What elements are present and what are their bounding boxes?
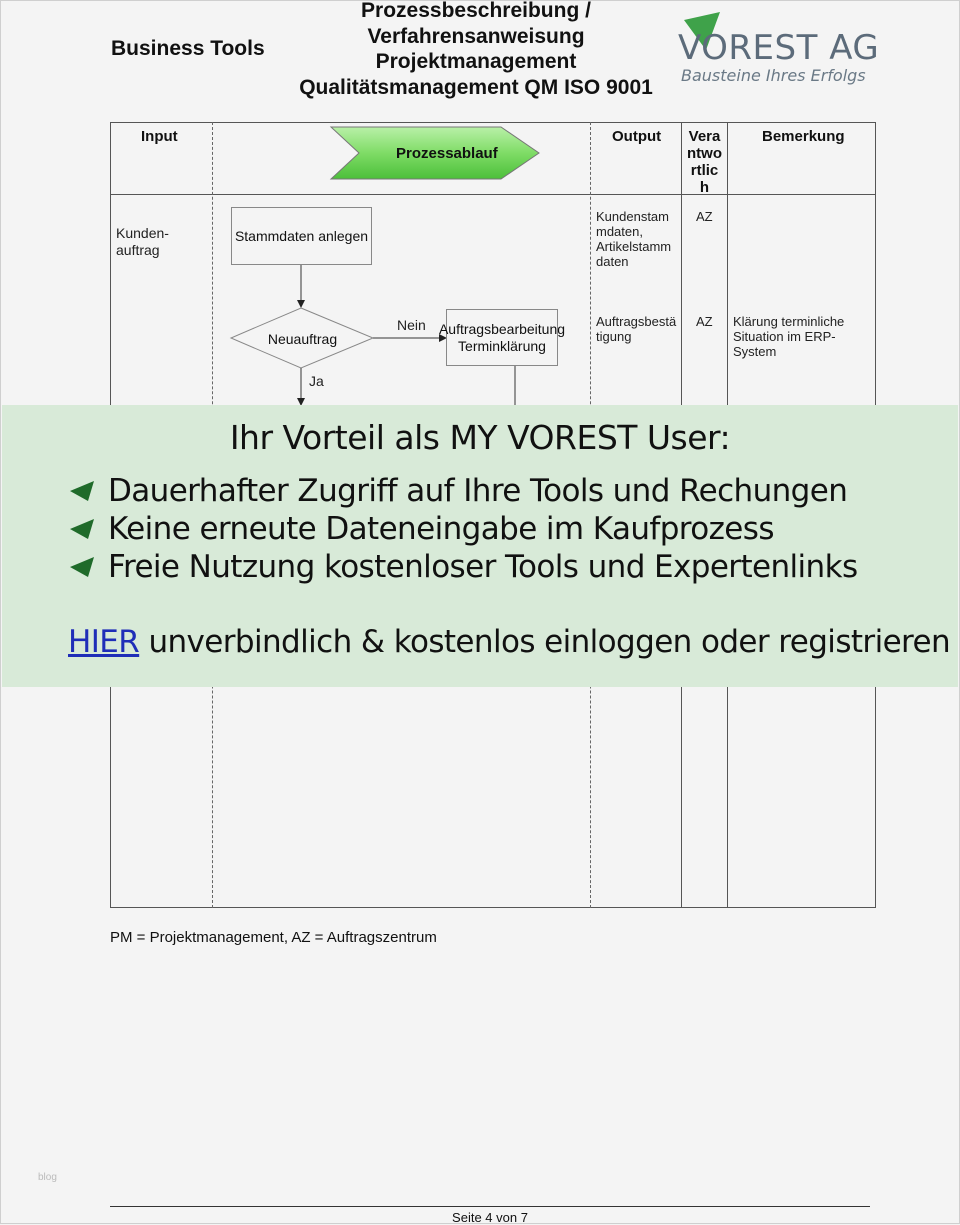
- triangle-bullet-icon: [68, 555, 96, 579]
- footer-divider: [110, 1206, 870, 1207]
- login-register-link[interactable]: HIER: [68, 624, 140, 660]
- header-responsible: [682, 128, 727, 196]
- row1-output-line: mdaten,: [596, 224, 643, 239]
- promo-cta-text: unverbindlich & kostenlos einloggen oder registrieren: [139, 624, 951, 660]
- step-stammdaten-anlegen: Stammdaten anlegen: [231, 207, 372, 265]
- row1-output: [596, 209, 671, 269]
- header-remark: Bemerkung: [762, 128, 845, 145]
- row2-output-line: Auftragsbestä: [596, 314, 677, 329]
- step-auftragsbearbeitung: [438, 309, 566, 366]
- decision-neuauftrag: Neuauftrag: [267, 331, 338, 347]
- page-number: Seite 4 von 7: [452, 1210, 528, 1225]
- row1-output-line: daten: [596, 254, 629, 269]
- row1-input-line: auftrag: [116, 242, 160, 258]
- triangle-bullet-icon: [68, 517, 96, 541]
- header-input: Input: [141, 128, 178, 145]
- abbreviation-footnote: PM = Projektmanagement, AZ = Auftragszentrum: [110, 929, 437, 946]
- promo-banner-title: Ihr Vorteil als MY VOREST User:: [229, 418, 731, 457]
- promo-bullet: [68, 473, 847, 509]
- table-header-divider: [110, 194, 876, 195]
- row1-input: [116, 225, 169, 259]
- row2-responsible: AZ: [696, 314, 713, 329]
- decision-no-label: Nein: [397, 317, 426, 333]
- header-responsible-line: Vera: [688, 128, 721, 145]
- promo-bullet: [68, 549, 858, 585]
- row1-input-line: Kunden-: [116, 225, 169, 241]
- header-responsible-line: h: [699, 179, 710, 196]
- watermark: blog: [38, 1172, 57, 1183]
- row2-remark-line: Klärung terminliche: [733, 314, 845, 329]
- promo-bullet-text: Freie Nutzung kostenloser Tools und Expertenlinks: [108, 549, 858, 585]
- promo-bullet: [68, 511, 774, 547]
- title-line-3: Projektmanagement: [375, 50, 577, 73]
- row2-remark-line: System: [733, 344, 777, 359]
- row1-responsible: AZ: [696, 209, 713, 224]
- logo-name: VOREST AG: [678, 28, 880, 68]
- header-responsible-line: ntwo: [687, 145, 722, 162]
- step-auftragsbearbeitung-line: Auftragsbearbeitung: [438, 320, 566, 337]
- promo-bullet-text: Dauerhafter Zugriff auf Ihre Tools und Rechungen: [108, 473, 848, 509]
- title-line-1: Prozessbeschreibung /: [361, 0, 591, 22]
- title-line-2: Verfahrensanweisung: [367, 24, 585, 48]
- logo-tagline: Bausteine Ihres Erfolgs: [681, 66, 866, 85]
- header-output: Output: [612, 128, 662, 145]
- document-title: [270, 0, 682, 100]
- row2-remark-line: Situation im ERP-: [733, 329, 836, 344]
- row1-output-line: Artikelstamm: [596, 239, 672, 254]
- header-process: Prozessablauf: [396, 145, 498, 162]
- triangle-bullet-icon: [68, 479, 96, 503]
- decision-yes-label: Ja: [309, 373, 324, 389]
- row2-output: [596, 314, 676, 344]
- row1-output-line: Kundenstam: [596, 209, 669, 224]
- brand-label: Business Tools: [111, 37, 265, 60]
- header-responsible-line: rtlic: [690, 162, 719, 179]
- title-line-4: Qualitätsmanagement QM ISO 9001: [299, 75, 653, 99]
- promo-bullet-text: Keine erneute Dateneingabe im Kaufprozess: [108, 511, 774, 547]
- step-auftragsbearbeitung-line: Terminklärung: [458, 337, 546, 354]
- promo-cta: [68, 624, 950, 660]
- row2-output-line: tigung: [596, 329, 632, 344]
- row2-remark: [733, 314, 844, 359]
